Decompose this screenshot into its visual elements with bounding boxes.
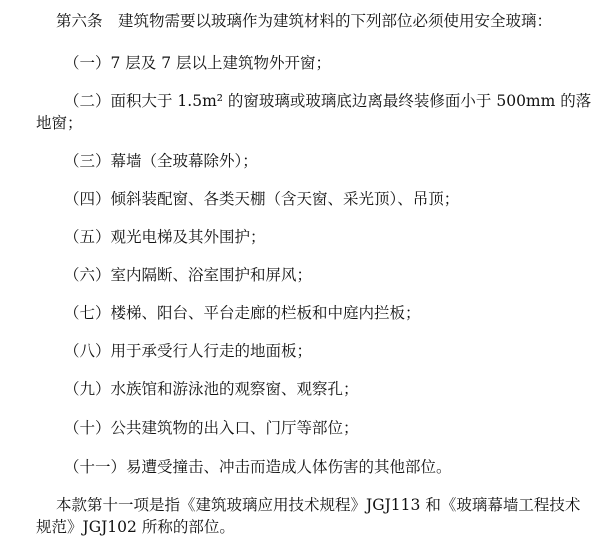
list-item-6: （六）室内隔断、浴室围护和屏风；	[64, 266, 313, 284]
list-item-2-continued: 地窗；	[36, 114, 83, 132]
list-item-7: （七）楼梯、阳台、平台走廊的栏板和中庭内拦板；	[64, 304, 421, 322]
list-item-4: （四）倾斜装配窗、各类天棚（含天窗、采光顶）、吊顶；	[64, 190, 460, 208]
list-item-5: （五）观光电梯及其外围护；	[64, 228, 266, 246]
article-title: 第六条 建筑物需要以玻璃作为建筑材料的下列部位必须使用安全玻璃：	[56, 12, 553, 30]
note-line-1: 本款第十一项是指《建筑玻璃应用技术规程》JGJ113 和《玻璃幕墙工程技术	[56, 496, 581, 514]
list-item-11: （十一）易遭受撞击、冲击而造成人体伤害的其他部位。	[64, 458, 452, 476]
list-item-1: （一）7 层及 7 层以上建筑物外开窗；	[64, 54, 332, 72]
list-item-10: （十）公共建筑物的出入口、门厅等部位；	[64, 419, 359, 437]
note-line-2: 规范》JGJ102 所称的部位。	[36, 518, 235, 536]
list-item-8: （八）用于承受行人行走的地面板；	[64, 342, 313, 360]
list-item-3: （三）幕墙（全玻幕除外）；	[64, 152, 258, 170]
list-item-2: （二）面积大于 1.5m² 的窗玻璃或玻璃底边离最终装修面小于 500mm 的落	[64, 92, 592, 110]
list-item-9: （九）水族馆和游泳池的观察窗、观察孔；	[64, 380, 359, 398]
